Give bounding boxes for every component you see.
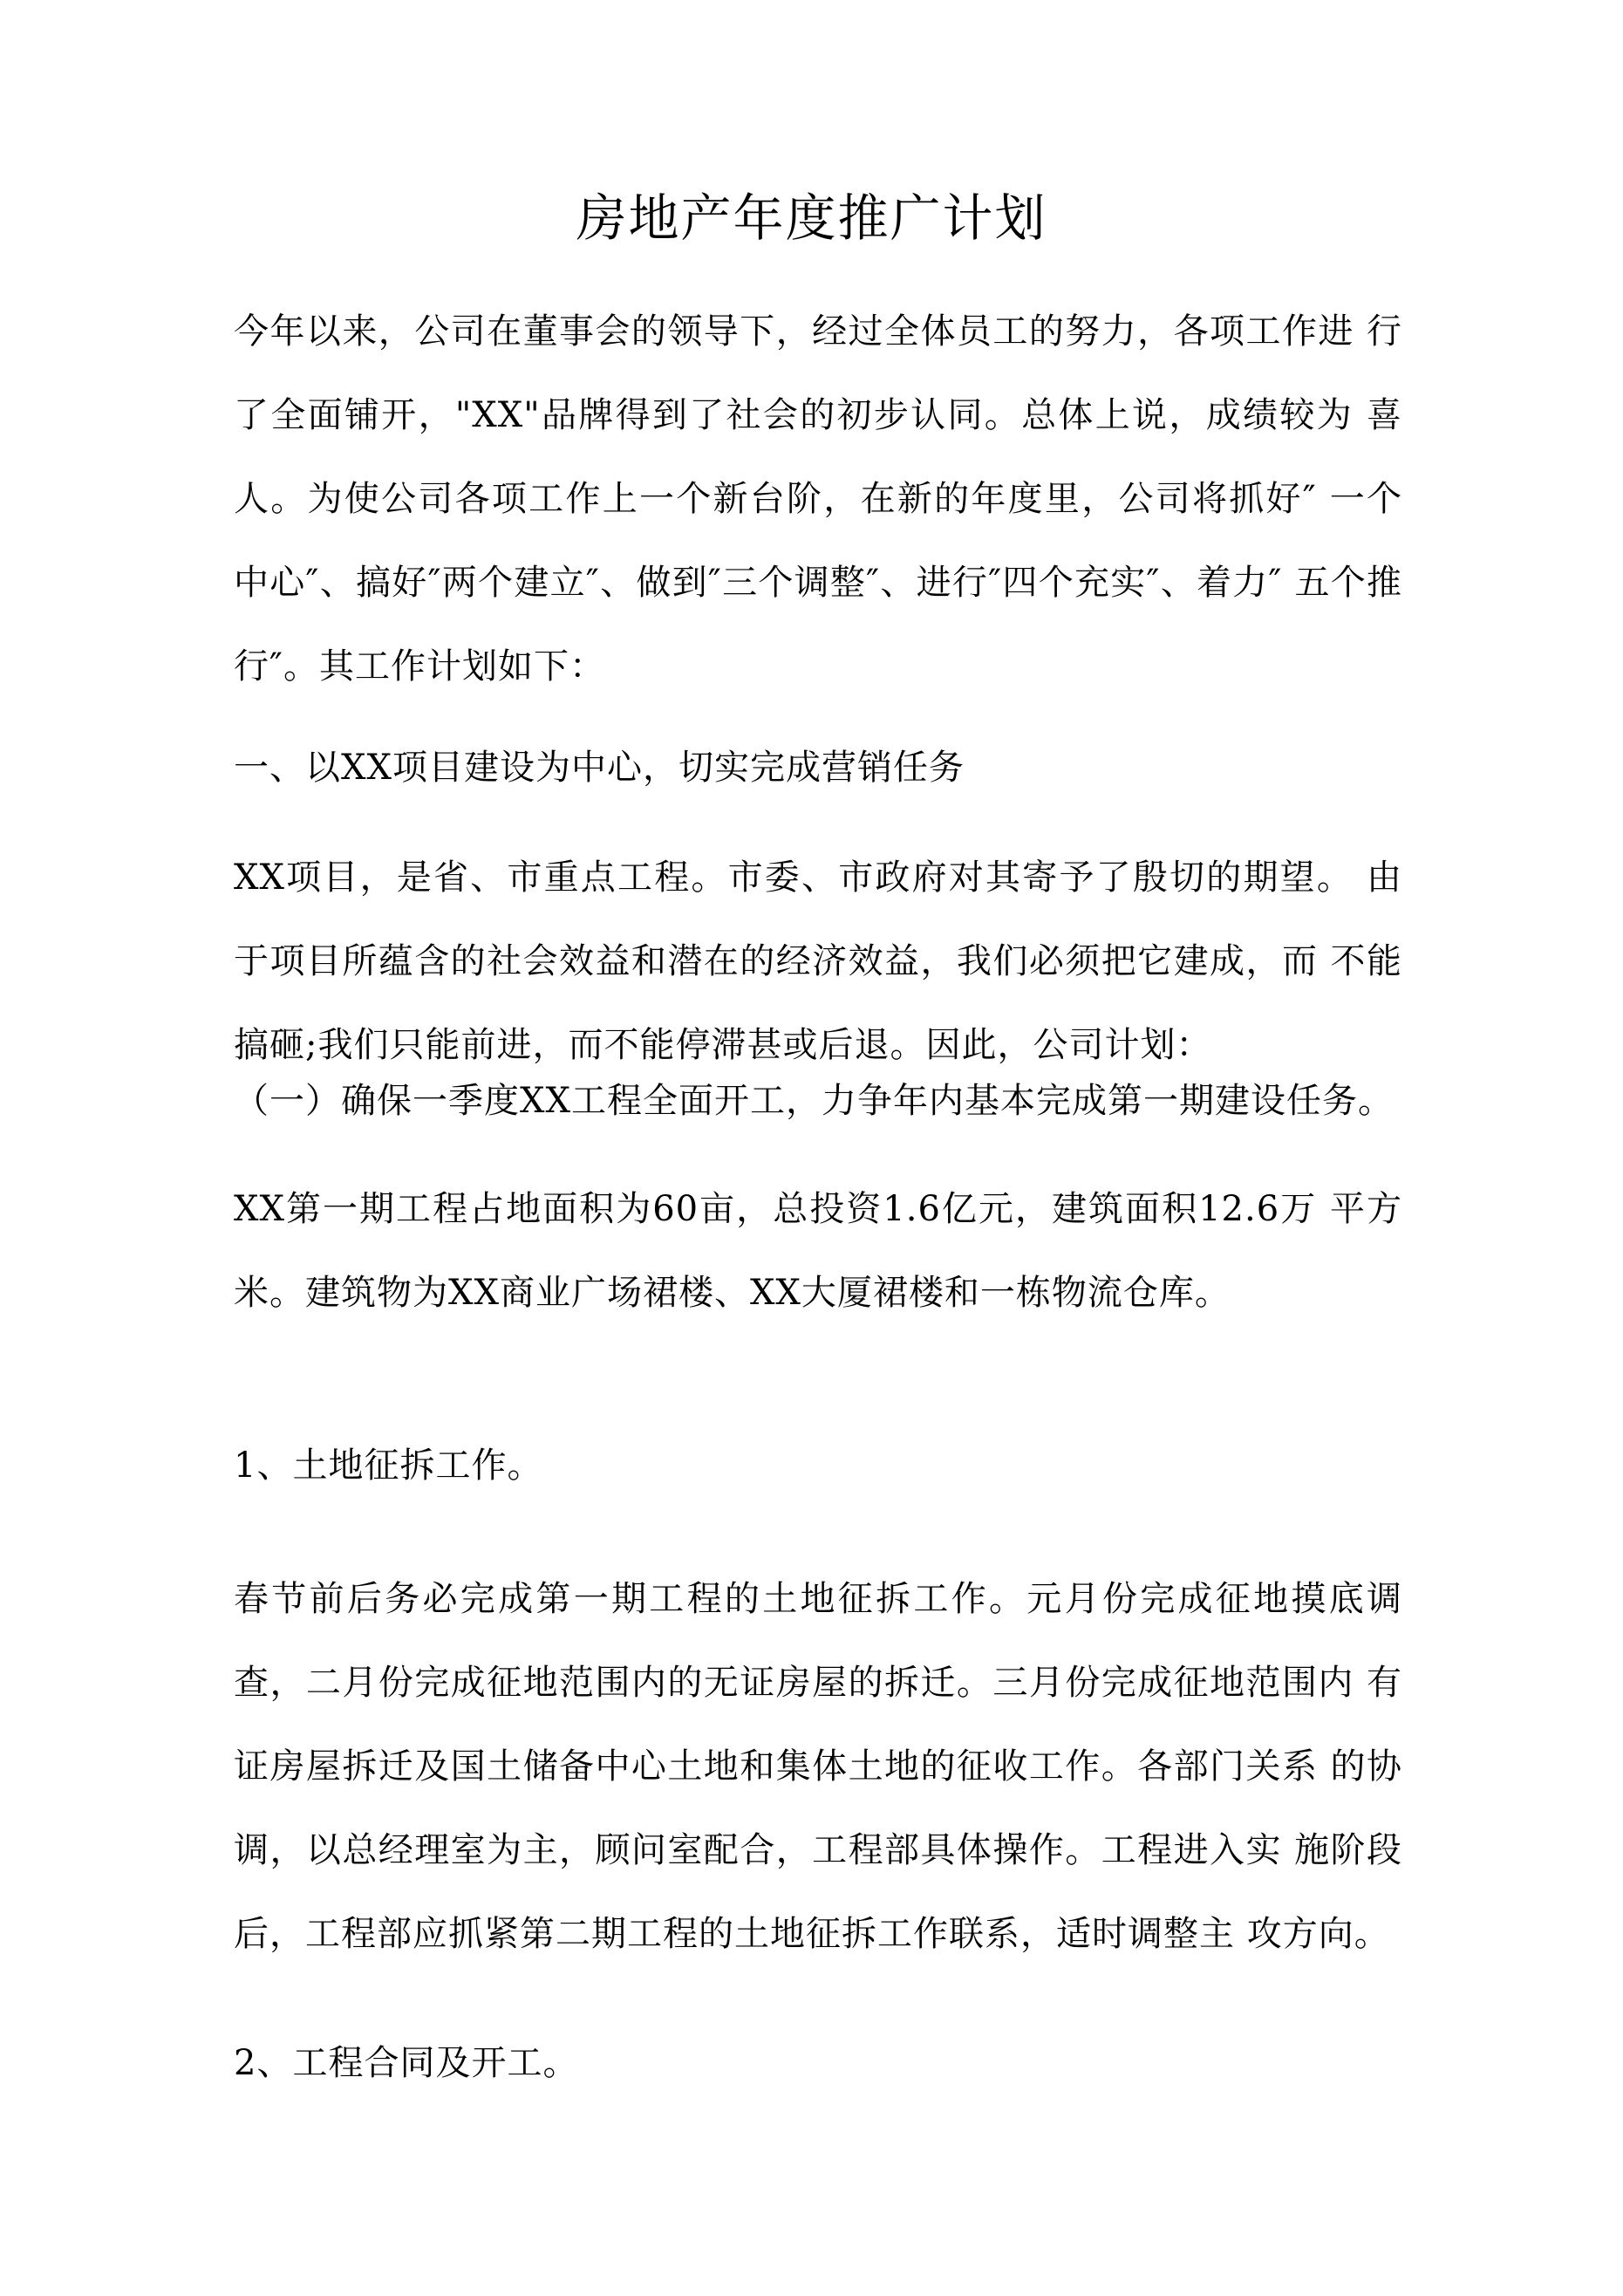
phase-one-paragraph: XX第一期工程占地面积为60亩，总投资1.6亿元，建筑面积12.6万 平方米。建筑物为XX商业广场裙楼、XX大厦裙楼和一栋物流仓库。 xyxy=(234,1189,1402,1313)
document-title: 房地产年度推广计划 xyxy=(576,188,1047,248)
section-heading-1: 一、以XX项目建设为中心，切实完成营销任务 xyxy=(234,748,965,788)
project-paragraph: XX项目，是省、市重点工程。市委、市政府对其寄予了殷切的期望。 由于项目所蕴含的社会效益和潜在的经济效益，我们必须把它建成，而 不能搞砸;我们只能前进，而不能停滞甚或后退。因此，公司计划： xyxy=(234,858,1402,1065)
intro-paragraph: 今年以来，公司在董事会的领导下，经过全体员工的努力，各项工作进 行了全面铺开，"XX"品牌得到了社会的初步认同。总体上说，成绩较为 喜人。为使公司各项工作上一个新台阶，在新的年度里，公司将抓好″ 一个中心″、搞好″两个建立″、做到″三个调整″、进行″四个充实″、着力″ 五个推行″。其工作计划如下： xyxy=(234,311,1402,687)
land-work-paragraph: 春节前后务必完成第一期工程的土地征拆工作。元月份完成征地摸底调 查，二月份完成征地范围内的无证房屋的拆迁。三月份完成征地范围内 有证房屋拆迁及国土储备中心土地和集体土地的征收工作。各部门关系 的协调，以总经理室为主，顾问室配合，工程部具体操作。工程进入实 施阶段后，工程部应抓紧第二期工程的土地征拆工作联系，适时调整主 攻方向。 xyxy=(234,1579,1402,1954)
subsection-heading-1: （一）确保一季度XX工程全面开工，力争年内基本完成第一期建设任务。 xyxy=(234,1081,1394,1121)
item-heading-2: 2、工程合同及开工。 xyxy=(234,2043,579,2083)
item-heading-1: 1、土地征拆工作。 xyxy=(234,1445,543,1486)
